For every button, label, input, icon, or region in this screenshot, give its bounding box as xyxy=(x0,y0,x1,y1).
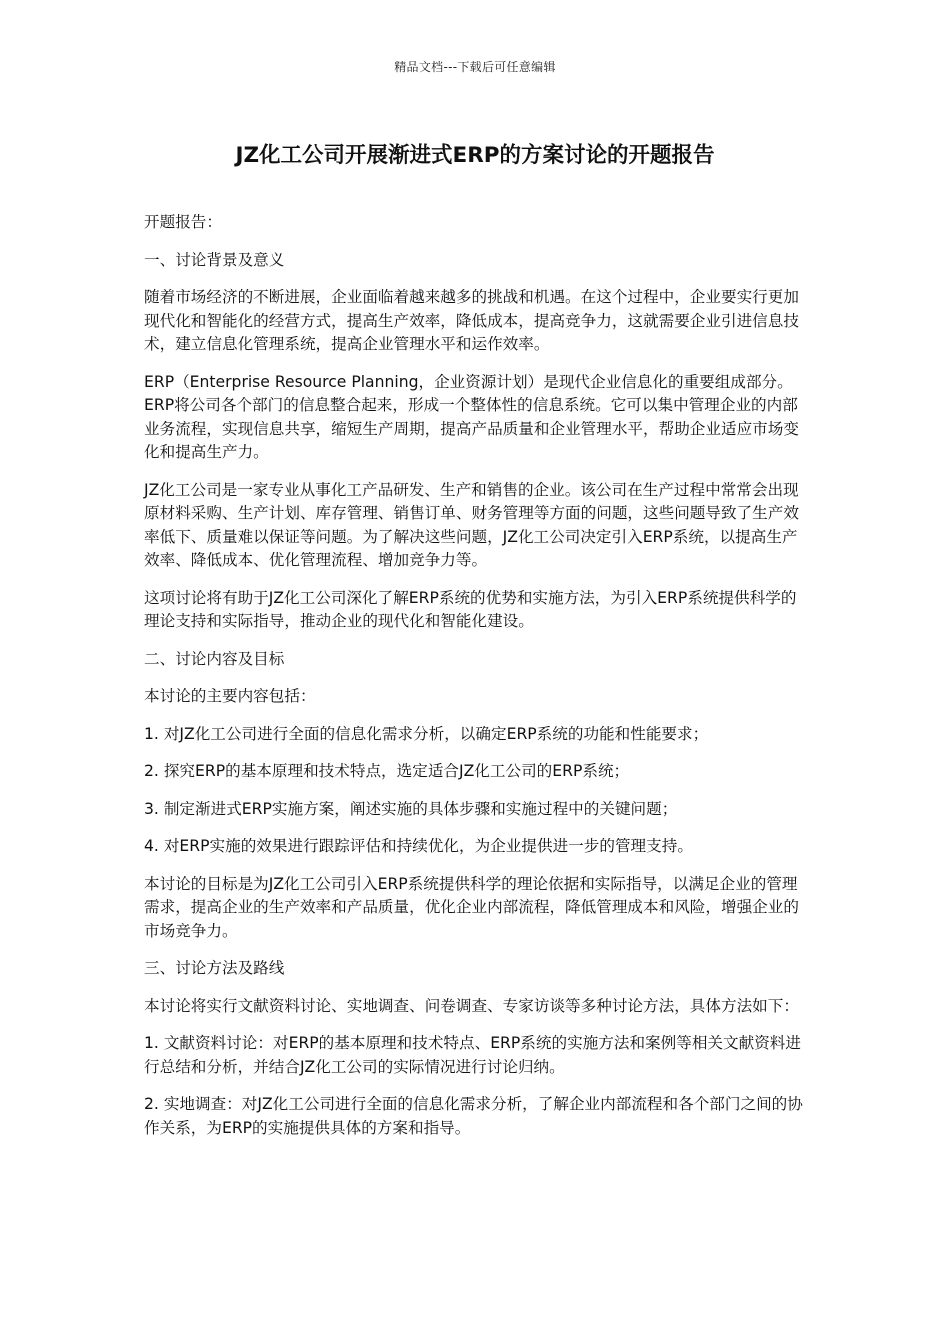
paragraph-erp-definition: ERP（Enterprise Resource Planning，企业资源计划）是现代企业信息化的重要组成部分。ERP将公司各个部门的信息整合起来，形成一个整体性的信息系统。它可以集中管理企业的内部业务流程，实现信息共享，缩短生产周期，提高产品质量和企业管理水平，帮助企业适应市场变化和提高生产力。 xyxy=(144,372,799,461)
list-item-content-1: 1. 对JZ化工公司进行全面的信息化需求分析，以确定ERP系统的功能和性能要求； xyxy=(144,724,709,743)
list-item-content-3: 3. 制定渐进式ERP实施方案，阐述实施的具体步骤和实施过程中的关键问题； xyxy=(144,799,678,818)
paragraph-market-context: 随着市场经济的不断进展，企业面临着越来越多的挑战和机遇。在这个过程中，企业要实行更加现代化和智能化的经营方式，提高生产效率，降低成本，提高竞争力，这就需要企业引进信息技术，建立信息化管理系统，提高企业管理水平和运作效率。 xyxy=(144,288,799,353)
paragraph-content-intro: 本讨论的主要内容包括： xyxy=(144,687,316,705)
paragraph-research-value: 这项讨论将有助于JZ化工公司深化了解ERP系统的优势和实施方法，为引入ERP系统提供科学的理论支持和实际指导，推动企业的现代化和智能化建设。 xyxy=(144,588,797,630)
document-body xyxy=(144,211,806,1154)
report-label: 开题报告： xyxy=(144,213,222,231)
document-title: JZ化工公司开展渐进式ERP的方案讨论的开题报告 xyxy=(235,143,715,168)
section-heading-content: 二、讨论内容及目标 xyxy=(144,649,285,668)
section-heading-method: 三、讨论方法及路线 xyxy=(144,959,285,977)
list-item-content-4: 4. 对ERP实施的效果进行跟踪评估和持续优化，为企业提供进一步的管理支持。 xyxy=(144,837,693,855)
section-heading-background: 一、讨论背景及意义 xyxy=(144,250,285,269)
page-header-note: 精品文档---下载后可任意编辑 xyxy=(394,60,556,74)
list-item-content-2: 2. 探究ERP的基本原理和技术特点，选定适合JZ化工公司的ERP系统； xyxy=(144,762,630,780)
paragraph-company-problem: JZ化工公司是一家专业从事化工产品研发、生产和销售的企业。该公司在生产过程中常常会出现原材料采购、生产计划、库存管理、销售订单、财务管理等方面的问题，这些问题导致了生产效率低下、质量难以保证等问题。为了解决这些问题，JZ化工公司决定引入ERP系统，以提高生产效率、降低成本、优化管理流程、增加竞争力等。 xyxy=(144,480,799,569)
list-item-method-2: 2. 实地调查：对JZ化工公司进行全面的信息化需求分析，了解企业内部流程和各个部门之间的协作关系，为ERP的实施提供具体的方案和指导。 xyxy=(144,1095,803,1137)
paragraph-research-goal: 本讨论的目标是为JZ化工公司引入ERP系统提供科学的理论依据和实际指导，以满足企业的管理需求，提高企业的生产效率和产品质量，优化企业内部流程，降低管理成本和风险，增强企业的市场竞争力。 xyxy=(144,874,799,940)
list-item-method-1: 1. 文献资料讨论：对ERP的基本原理和技术特点、ERP系统的实施方法和案例等相关文献资料进行总结和分析，并结合JZ化工公司的实际情况进行讨论归纳。 xyxy=(144,1034,801,1076)
paragraph-method-intro: 本讨论将实行文献资料讨论、实地调查、问卷调查、专家访谈等多种讨论方法，具体方法如下： xyxy=(144,996,799,1015)
